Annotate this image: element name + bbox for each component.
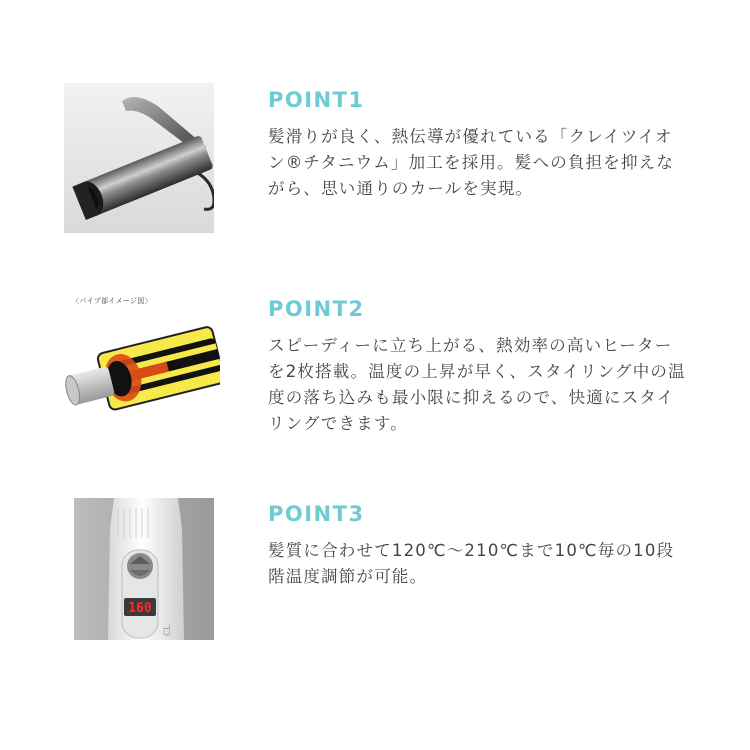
point-3-text	[268, 502, 688, 590]
temperature-control-image	[74, 498, 214, 640]
pipe-cross-section-diagram	[60, 290, 220, 440]
point-2-description: スピーディーに立ち上がる、熱効率の高いヒーターを2枚搭載。温度の上昇が早く、スタイリング中の温度の落ち込みも最小限に抑えるので、快適にスタイリングできます。	[268, 336, 686, 433]
point-3-description: 髪質に合わせて120℃～210℃まで10℃毎の10段階温度調節が可能。	[268, 541, 675, 586]
temperature-readout: 160	[128, 601, 152, 616]
point-2-text	[268, 297, 688, 437]
point-3-title: POINT3	[268, 502, 365, 526]
control-panel-photo	[74, 498, 214, 640]
barrel-photo	[64, 83, 214, 233]
point-1-description: 髪滑りが良く、熱伝導が優れている「クレイツイオン®チタニウム」加工を採用。髪への負担を抑えながら、思い通りのカールを実現。	[268, 127, 675, 198]
heater-diagram	[60, 290, 220, 440]
curling-iron-barrel-image	[64, 83, 214, 233]
point-1-text	[268, 88, 688, 202]
diagram-caption: 〈パイプ部イメージ図〉	[72, 297, 152, 305]
point-2-title: POINT2	[268, 297, 365, 321]
svg-text:CL: CL	[163, 624, 173, 636]
point-1-title: POINT1	[268, 88, 365, 112]
